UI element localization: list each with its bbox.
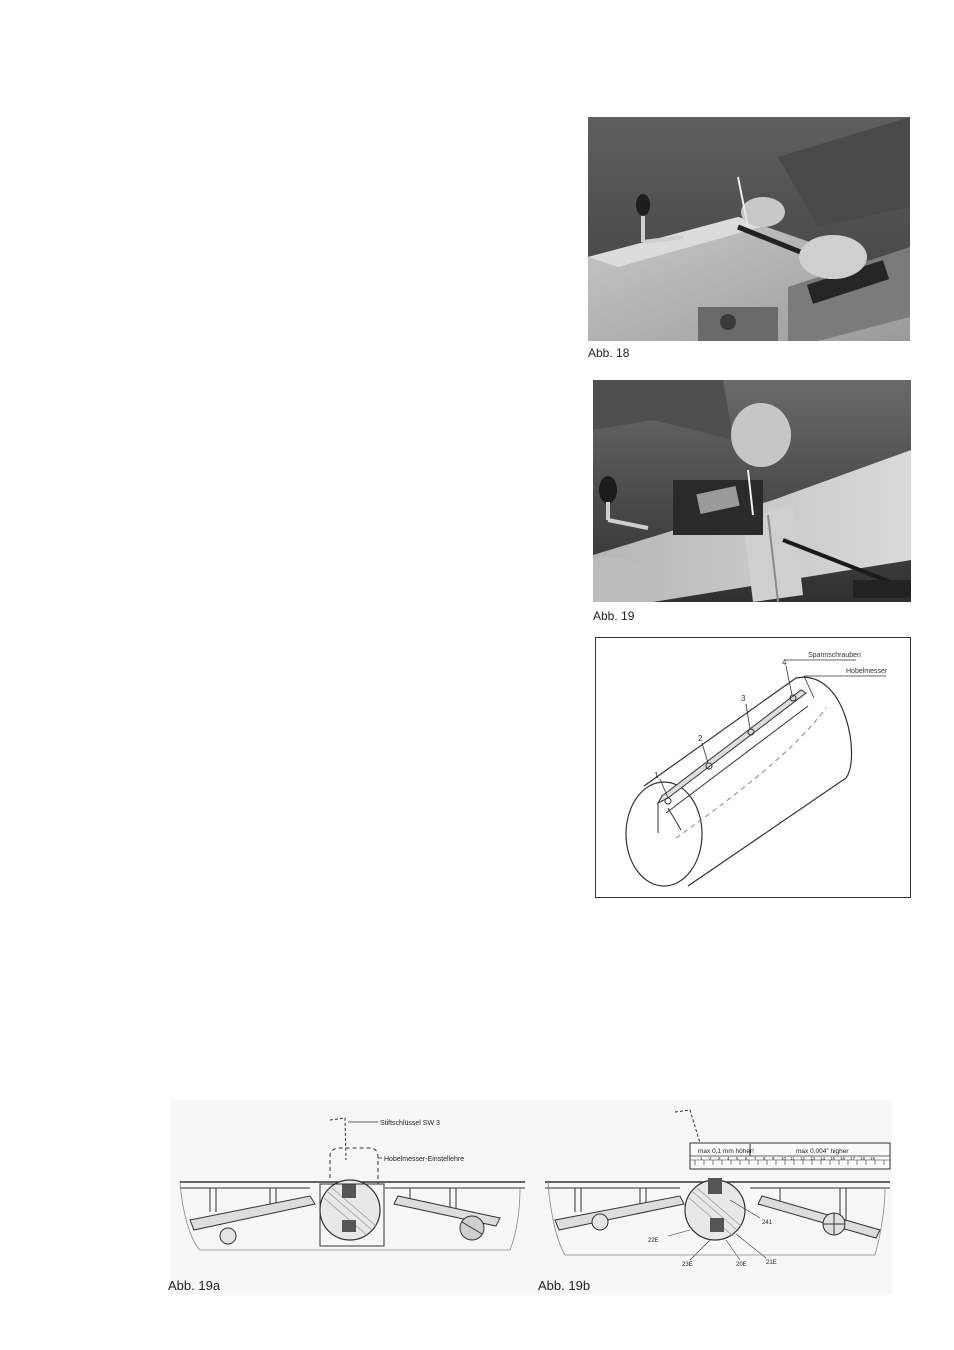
label-spannschrauben: Spannschrauben	[808, 652, 861, 659]
scale-number: 2	[709, 1156, 712, 1161]
ref-21e: 21E	[766, 1260, 777, 1266]
scale-number: 5	[736, 1156, 739, 1161]
label-n2: 2	[698, 734, 703, 743]
scale-number: 16	[840, 1156, 846, 1161]
cutter-block-diagram	[595, 637, 911, 898]
scale-number: 1	[700, 1156, 703, 1161]
label-stiftschluessel: Stiftschlüssel SW 3	[380, 1120, 440, 1127]
scale-number: 3	[718, 1156, 721, 1161]
caption-abb-19b: Abb. 19b	[538, 1278, 591, 1293]
label-n3: 3	[741, 694, 746, 703]
scale-number: 8	[763, 1156, 766, 1161]
scale-number: 18	[860, 1156, 866, 1161]
drawing-abb-19a	[180, 1118, 525, 1250]
caption-abb-19a: Abb. 19a	[168, 1278, 221, 1293]
scale-number: 7	[754, 1156, 757, 1161]
label-n1: 1	[654, 771, 659, 780]
label-n4: 4	[782, 658, 787, 667]
scale-number: 15	[830, 1156, 836, 1161]
caption-abb-18: Abb. 18	[588, 346, 630, 360]
scale-number: 6	[745, 1156, 748, 1161]
scale-number: 19	[870, 1156, 876, 1161]
scale-number: 17	[850, 1156, 856, 1161]
scale-number: 10	[781, 1156, 787, 1161]
ref-22e: 22E	[648, 1238, 659, 1244]
label-einstellehre: Hobelmesser-Einstellehre	[384, 1156, 465, 1163]
scale-number: 9	[772, 1156, 775, 1161]
label-hobelmesser: Hobelmesser	[846, 668, 888, 675]
ref-20e: 20E	[736, 1262, 747, 1268]
ref-241: 241	[762, 1220, 773, 1226]
ref-23e: 23E	[682, 1262, 693, 1268]
scale-number: 12	[800, 1156, 806, 1161]
scale-number: 4	[727, 1156, 730, 1161]
label-max-mm: max 0,1 mm höher!	[698, 1148, 754, 1155]
scale-number: 11	[790, 1156, 795, 1161]
drawing-abb-19b	[545, 1110, 890, 1268]
scale-number: 14	[820, 1156, 826, 1161]
caption-abb-19: Abb. 19	[593, 609, 635, 623]
photo-abb-19	[593, 380, 911, 602]
scale-number: 13	[810, 1156, 816, 1161]
section-drawings-panel	[170, 1100, 892, 1294]
label-max-inch: max 0,004" higher	[796, 1148, 849, 1155]
photo-abb-18	[588, 117, 910, 341]
